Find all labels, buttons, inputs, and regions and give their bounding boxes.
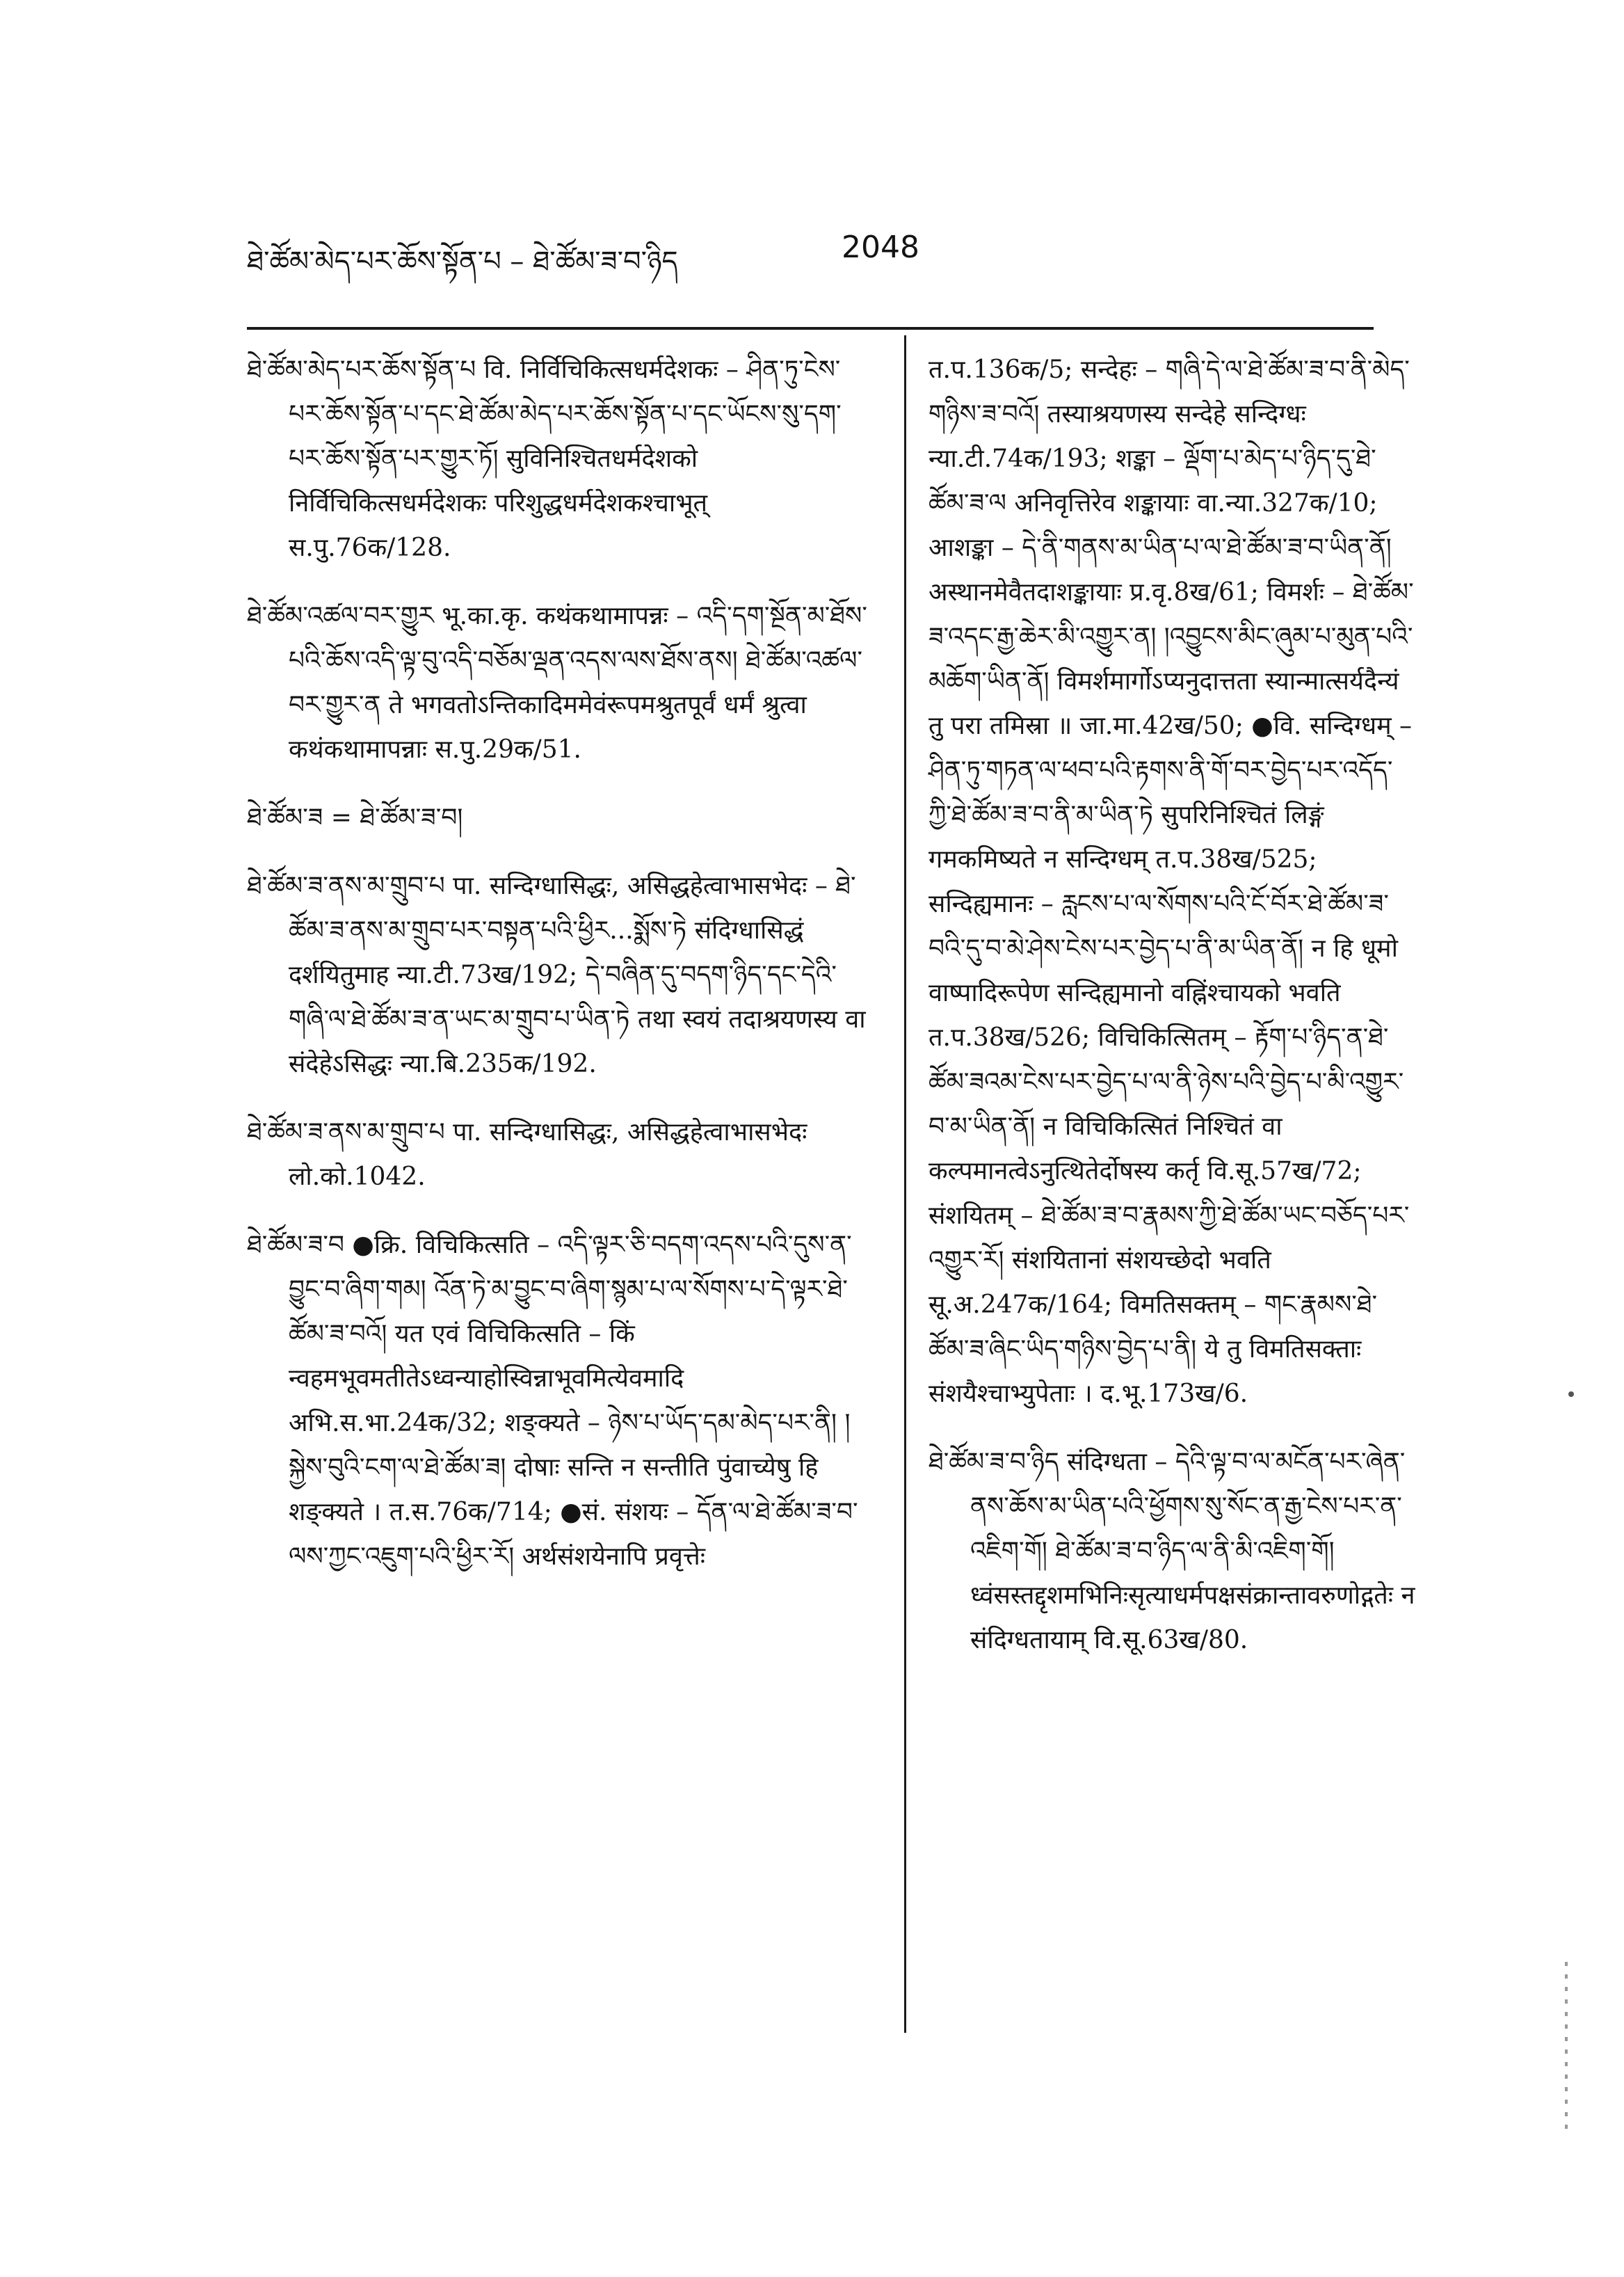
column-divider [904,335,906,2033]
entry-headword: ཐེ་ཚོམ་ཟ་ནས་མ་གྲུབ་པ [247,872,445,900]
dictionary-entry [247,348,873,570]
entry-text: = ཐེ་ཚོམ་ཟ་བ། [330,804,463,832]
dictionary-entry [247,864,873,1087]
entry-headword: ཐེ་ཚོམ་འཚལ་བར་གྱུར [247,602,434,630]
header-rule [247,327,1374,330]
entry-headword: ཐེ་ཚོམ་ཟ་བ་ཉིད [928,1448,1059,1476]
entry-headword: ཐེ་ཚོམ་ཟ [247,804,323,832]
entry-headword: ཐེ་ཚོམ་མེད་པར་ཆོས་སྟོན་པ [247,355,476,384]
entry-continuation [928,348,1415,1416]
dictionary-entry [247,1110,873,1199]
entry-text: संदिग्धता – དེའི་ལྟ་བ་ལ་མངོན་པར་ཞེན་ནས་ཆོས་མ་ཡིན་པའི་ཕྱོགས་སུ་སོང་ན་རྒྱ་ངེས་པར་ན་འཇིག་གོ། ཐེ་ཚོམ་ཟ་བ་ཉིད་ལ་ནི་མི་འཇིག་གོ། ध्वंसस्तद्दृशमभिनिःसृत्याधर्मपक्षसंक्रान्तावरुणोद्गतेः न संदिग्धतायाम् वि.सू.63ख/80. [970,1448,1415,1654]
right-column [928,348,1415,1686]
dictionary-entry [247,1223,873,1579]
entry-headword: ཐེ་ཚོམ་ཟ་བ [247,1231,344,1259]
entry-text: पा. सन्दिग्धासिद्धः, असिद्धहेत्वाभासभेदः लो.को.1042. [289,1118,807,1191]
dictionary-entry [928,1440,1415,1663]
entry-text: पा. सन्दिग्धासिद्धः, असिद्धहेत्वाभासभेदः – ཐེ་ཚོམ་ཟ་ནས་མ་གྲུབ་པར་བསྟན་པའི་ཕྱིར...སྨོས་ཏེ संदिग्धासिद्धं दर्शयितुमाह न्या.टी.73ख/192; དེ་བཞིན་དུ་བདག་ཉིད་དང་དེའི་གཞི་ལ་ཐེ་ཚོམ་ཟ་ན་ཡང་མ་གྲུབ་པ་ཡིན་ཏེ तथा स्वयं तदाश्रयणस्य वा संदेहेऽसिद्धः न्या.बि.235क/192. [289,872,866,1078]
entry-headword: ཐེ་ཚོམ་ཟ་ནས་མ་གྲུབ་པ [247,1118,445,1147]
dictionary-entry [247,796,873,840]
entry-text: भू.का.कृ. कथंकथामापन्नः – འདི་དག་སྔོན་མ་ཐོས་པའི་ཆོས་འདི་ལྟ་བུ་འདི་བཅོམ་ལྡན་འདས་ལས་ཐོས་ནས། ཐེ་ཚོམ་འཚལ་བར་གྱུར་ན ते भगवतोऽन्तिकादिममेवंरूपमश्रुतपूर्वं धर्मं श्रुत्वा कथंकथामापन्नाः स.पु.29क/51. [289,602,867,764]
dictionary-entry [247,594,873,772]
page-header [247,230,919,285]
scan-edge-mark [1565,1962,1568,2129]
running-head: ཐེ་ཚོམ་མེད་པར་ཆོས་སྟོན་པ – ཐེ་ཚོམ་ཟ་བ་ཉིད [247,246,678,278]
entry-text: त.प.136क/5; सन्देहः – གཞི་དེ་ལ་ཐེ་ཚོམ་ཟ་བ་ནི་མེད་གཉིས་ཟ་བའོ། तस्याश्रयणस्य सन्देहे सन्दिग्धः न्या.टी.74क/193; शङ्का – ལྡོག་པ་མེད་པ་ཉིད་དུ་ཐེ་ཚོམ་ཟ་ལ अनिवृत्तिरेव शङ्कायाः वा.न्या.327क/10; आशङ्का – དེ་ནི་གནས་མ་ཡིན་པ་ལ་ཐེ་ཚོམ་ཟ་བ་ཡིན་ནོ། अस्थानमेवैतदाशङ्कायाः प्र.वृ.8ख/61; विमर्शः – ཐེ་ཚོམ་ཟ་འདང་རྒྱ་ཆེར་མི་འགྱུར་ན། །འབྱུངས་མིང་ཞུམ་པ་མུན་པའི་མཆོག་ཡིན་ནོ། विमर्शमार्गोऽप्यनुदात्तता स्यान्मात्सर्यदैन्यं तु परा तमिस्रा ॥ जा.मा.42ख/50; ●वि. सन्दिग्धम् – ཤིན་ཏུ་གཏན་ལ་ཕབ་པའི་རྟགས་ནི་གོ་བར་བྱེད་པར་འདོད་ཀྱི་ཐེ་ཚོམ་ཟ་བ་ནི་མ་ཡིན་ཏེ सुपरिनिश्चितं लिङ्गं गमकमिष्यते न सन्दिग्धम् त.प.38ख/525; सन्दिह्यमानः – རླངས་པ་ལ་སོགས་པའི་ངོ་བོར་ཐེ་ཚོམ་ཟ་བའི་དུ་བ་མེ་ཤེས་ངེས་པར་བྱེད་པ་ནི་མ་ཡིན་ནོ། न हि धूमो वाष्पादिरूपेण सन्दिह्यमानो वह्निंश्चायको भवति त.प.38ख/526; विचिकित्सितम् – རྟོག་པ་ཉིད་ན་ཐེ་ཚོམ་ཟའམ་ངེས་པར་བྱེད་པ་ལ་ནི་ཉེས་པའི་བྱེད་པ་མི་འགྱུར་བ་མ་ཡིན་ནོ། न विचिकित्सितं निश्चितं वा कल्पमानत्वेऽनुत्थितेर्दोषस्य कर्तृ वि.सू.57ख/72; संशयितम् – ཐེ་ཚོམ་ཟ་བ་རྣམས་ཀྱི་ཐེ་ཚོམ་ཡང་བཅོད་པར་འགྱུར་རོ། संशयितानां संशयच्छेदो भवति सू.अ.247क/164; विमतिसक्तम् – གང་རྣམས་ཐེ་ཚོམ་ཟ་ཞིང་ཡིད་གཉིས་བྱེད་པ་ནི། ये तु विमतिसक्ताः संशयैश्चाभ्युपेताः । द.भू.173ख/6. [928,355,1414,1408]
entry-text: वि. निर्विचिकित्सधर्मदेशकः – ཤིན་ཏུ་ངེས་པར་ཆོས་སྟོན་པ་དང་ཐེ་ཚོམ་མེད་པར་ཆོས་སྟོན་པ་དང་ཡོངས་སུ་དག་པར་ཆོས་སྟོན་པར་གྱུར་ཏོ། सुविनिश्चितधर्मदेशको निर्विचिकित्सधर्मदेशकः परिशुद्धधर्मदेशकश्चाभूत् स.पु.76क/128. [289,355,842,562]
page-number: 2048 [842,230,919,265]
left-column [247,348,873,1603]
scan-speck [1568,1391,1574,1397]
entry-text: ●क्रि. विचिकित्सति – འདི་ལྟར་ཅི་བདག་འདས་པའི་དུས་ན་བྱུང་བ་ཞིག་གམ། འོན་ཏེ་མ་བྱུང་བ་ཞིག་སྙམ་པ་ལ་སོགས་པ་དེ་ལྟར་ཐེ་ཚོམ་ཟ་བའོ། यत एवं विचिकित्सति – किं न्वहमभूवमतीतेऽध्वन्याहोस्विन्नाभूवमित्येवमादि अभि.स.भा.24क/32; शङ्क्यते – ཉེས་པ་ཡོད་དམ་མེད་པར་ནི། །སྐྱེས་བུའི་ངག་ལ་ཐེ་ཚོམ་ཟ། दोषाः सन्ति न सन्तीति पुंवाच्येषु हि शङ्क्यते । त.स.76क/714; ●सं. संशयः – དོན་ལ་ཐེ་ཚོམ་ཟ་བ་ལས་ཀྱང་འཇུག་པའི་ཕྱིར་རོ། अर्थसंशयेनापि प्रवृत्तेः [289,1231,858,1571]
